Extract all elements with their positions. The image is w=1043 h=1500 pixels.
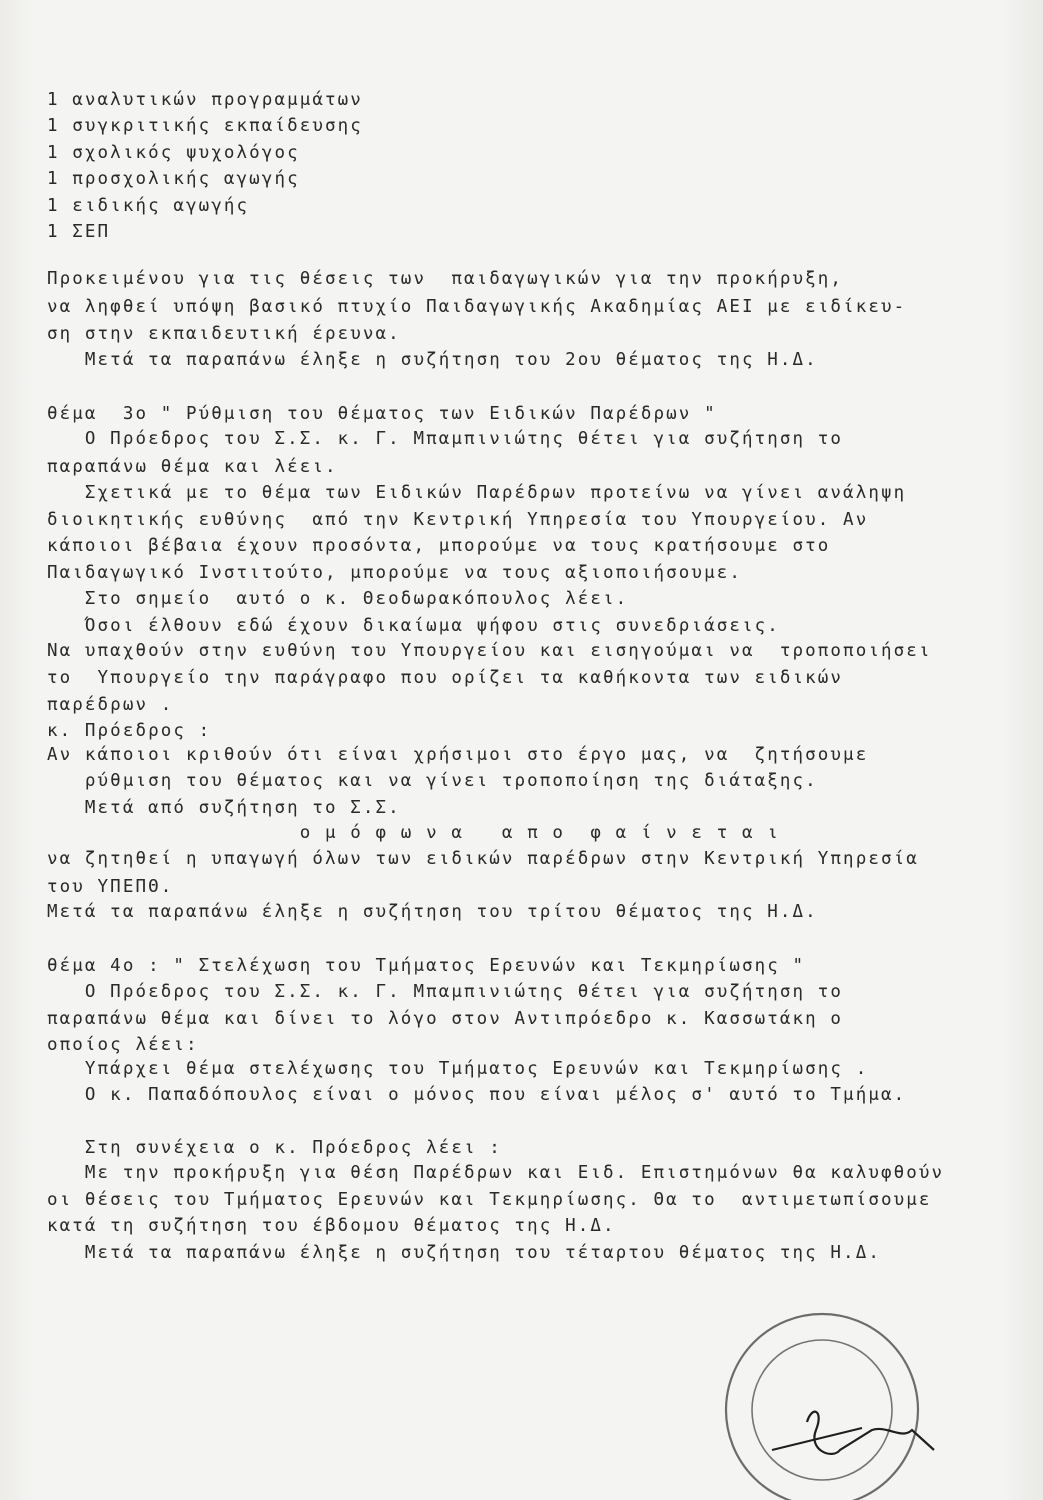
text-line: Να υπαχθούν στην ευθύνη του Υπουργείου και εισηγούμαι να τροποποιήσει — [47, 641, 932, 661]
section-heading: θέμα 3ο " Ρύθμιση του θέματος των Ειδικών Παρέδρων " — [47, 404, 717, 424]
text-line: το Υπουργείο την παράγραφο που ορίζει τα καθήκοντα των ειδικών — [47, 668, 844, 688]
text-line: Όσοι έλθουν εδώ έχουν δικαίωμα ψήφου στις συνεδριάσεις. — [47, 616, 780, 636]
text-line: Στη συνέχεια ο κ. Πρόεδρος λέει : — [47, 1138, 502, 1158]
text-line: κατά τη συζήτηση του έβδομου θέματος της Η.Δ. — [47, 1216, 616, 1236]
text-line: Σχετικά με το θέμα των Ειδικών Παρέδρων προτείνω να γίνει ανάληψη — [47, 483, 907, 503]
section-heading: θέμα 4ο : " Στελέχωση του Τμήματος Ερευνών και Τεκμηρίωσης " — [47, 956, 806, 976]
text-line: Υπάρχει θέμα στελέχωσης του Τμήματος Ερευνών και Τεκμηρίωσης . — [47, 1059, 869, 1079]
text-line: κάποιοι βέβαια έχουν προσόντα, μπορούμε να τους κρατήσουμε στο — [47, 536, 831, 556]
list-item: 1 συγκριτικής εκπαίδευσης — [47, 116, 363, 136]
list-item: 1 σχολικός ψυχολόγος — [47, 143, 300, 163]
text-line: διοικητικής ευθύνης από την Κεντρική Υπηρεσία του Υπουργείου. Αν — [47, 510, 869, 530]
text-line: Μετά από συζήτηση το Σ.Σ. — [47, 798, 401, 818]
text-line: Προκειμένου για τις θέσεις των παιδαγωγικών για την προκήρυξη, — [47, 269, 844, 289]
text-line: Μετά τα παραπάνω έληξε η συζήτηση του τρίτου θέματος της Η.Δ. — [47, 902, 818, 922]
list-item: 1 ΣΕΠ — [47, 222, 111, 242]
text-line: παρέδρων . — [47, 695, 174, 715]
decision-line: ο μ ό φ ω ν α α π ο φ α ί ν ε τ α ι — [47, 823, 780, 843]
text-line: παραπάνω θέμα και λέει. — [47, 457, 338, 477]
text-line: οι θέσεις του Τμήματος Ερευνών και Τεκμηρίωσης. Θα το αντιμετωπίσουμε — [47, 1190, 932, 1210]
text-line: ρύθμιση του θέματος και να γίνει τροποποίηση της διάταξης. — [47, 771, 818, 791]
text-line: Ο Πρόεδρος του Σ.Σ. κ. Γ. Μπαμπινιώτης θέτει για συζήτηση το — [47, 429, 844, 449]
text-line: Παιδαγωγικό Ινστιτούτο, μπορούμε να τους αξιοποιήσουμε. — [47, 563, 742, 583]
text-line: οποίος λέει: — [47, 1035, 199, 1055]
text-line: Μετά τα παραπάνω έληξε η συζήτηση του τέταρτου θέματος της Η.Δ. — [47, 1243, 881, 1263]
text-line: ση στην εκπαιδευτική έρευνα. — [47, 324, 401, 344]
text-line: Με την προκήρυξη για θέση Παρέδρων και Ειδ. Επιστημόνων θα καλυφθούν — [47, 1163, 945, 1183]
official-stamp — [712, 1310, 952, 1500]
text-line: να ληφθεί υπόψη βασικό πτυχίο Παιδαγωγικής Ακαδημίας ΑΕΙ με ειδίκευ- — [47, 297, 907, 317]
text-line: Ο κ. Παπαδόπουλος είναι ο μόνος που είναι μέλος σ' αυτό το Τμήμα. — [47, 1085, 907, 1105]
list-item: 1 προσχολικής αγωγής — [47, 169, 300, 189]
text-line: Μετά τα παραπάνω έληξε η συζήτηση του 2ου θέματος της Η.Δ. — [47, 350, 818, 370]
text-line: Ο Πρόεδρος του Σ.Σ. κ. Γ. Μπαμπινιώτης θέτει για συζήτηση το — [47, 982, 844, 1002]
text-line: Αν κάποιοι κριθούν ότι είναι χρήσιμοι στο έργο μας, να ζητήσουμε — [47, 745, 869, 765]
list-item: 1 ειδικής αγωγής — [47, 196, 250, 216]
text-line: Στο σημείο αυτό ο κ. Θεοδωρακόπουλος λέει. — [47, 589, 629, 609]
list-item: 1 αναλυτικών προγραμμάτων — [47, 90, 363, 110]
text-line: παραπάνω θέμα και δίνει το λόγο στον Αντιπρόεδρο κ. Κασσωτάκη ο — [47, 1009, 844, 1029]
text-line: κ. Πρόεδρος : — [47, 721, 212, 741]
text-line: του ΥΠΕΠΘ. — [47, 877, 174, 897]
text-line: να ζητηθεί η υπαγωγή όλων των ειδικών παρέδρων στην Κεντρική Υπηρεσία — [47, 849, 919, 869]
